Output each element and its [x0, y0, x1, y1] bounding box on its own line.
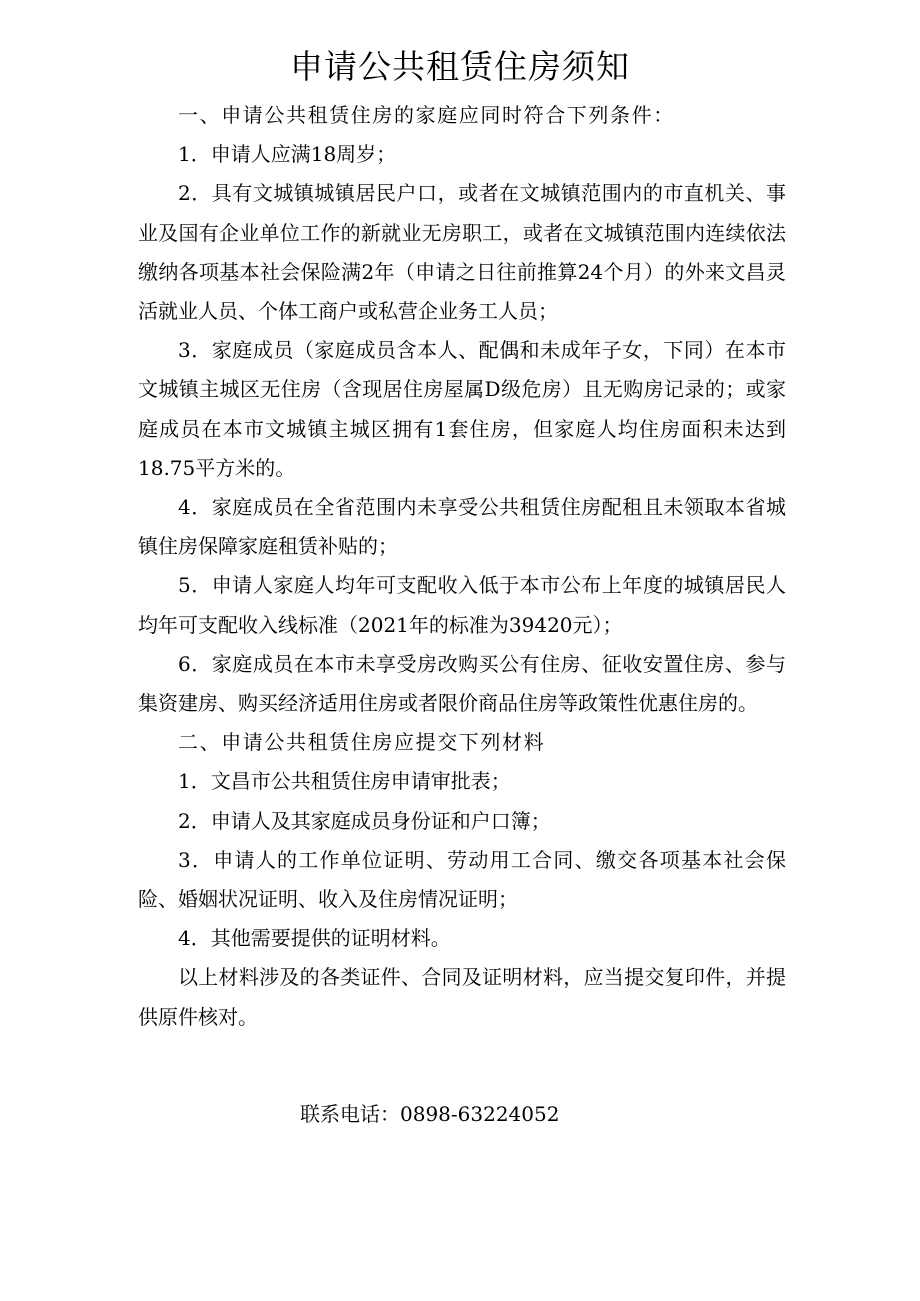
section1-item-3: 3．家庭成员（家庭成员含本人、配偶和未成年子女，下同）在本市文城镇主城区无住房（含现居住房屋属D级危房）且无购房记录的；或家庭成员在本市文城镇主城区拥有1套住房，但家庭人均住房面积未达到18.75平方米的。 — [138, 338, 786, 480]
section2-item-2: 2．申请人及其家庭成员身份证和户口簿； — [178, 808, 551, 833]
contact-phone: 联系电话：0898-63224052 — [300, 1102, 560, 1126]
section1-item-2: 2．具有文城镇城镇居民户口，或者在文城镇范围内的市直机关、事业及国有企业单位工作的新就业无房职工，或者在文城镇范围内连续依法缴纳各项基本社会保险满2年（申请之日往前推算24个月）的外来文昌灵活就业人员、个体工商户或私营企业务工人员； — [138, 181, 786, 324]
section2-heading: 二、申请公共租赁住房应提交下列材料 — [178, 730, 546, 755]
section1-item-1: 1．申请人应满18周岁； — [178, 142, 397, 167]
materials-note: 以上材料涉及的各类证件、合同及证明材料，应当提交复印件，并提供原件核对。 — [138, 965, 786, 1029]
page-title: 申请公共租赁住房须知 — [290, 47, 630, 86]
section1-item-5: 5．申请人家庭人均年可支配收入低于本市公布上年度的城镇居民人均年可支配收入线标准（2021年的标准为39420元）； — [138, 573, 786, 637]
section2-item-1: 1．文昌市公共租赁住房申请审批表； — [178, 769, 511, 794]
section1-heading: 一、申请公共租赁住房的家庭应同时符合下列条件： — [178, 103, 675, 127]
section1-item-6: 6．家庭成员在本市未享受房改购买公有住房、征收安置住房、参与集资建房、购买经济适用住房或者限价商品住房等政策性优惠住房的。 — [138, 651, 786, 716]
section1-item-4: 4．家庭成员在全省范围内未享受公共租赁住房配租且未领取本省城镇住房保障家庭租赁补贴的； — [138, 495, 786, 559]
section2-item-4: 4．其他需要提供的证明材料。 — [178, 926, 451, 951]
document-body — [138, 96, 786, 1037]
section2-item-3: 3．申请人的工作单位证明、劳动用工合同、缴交各项基本社会保险、婚姻状况证明、收入及住房情况证明； — [138, 847, 786, 912]
